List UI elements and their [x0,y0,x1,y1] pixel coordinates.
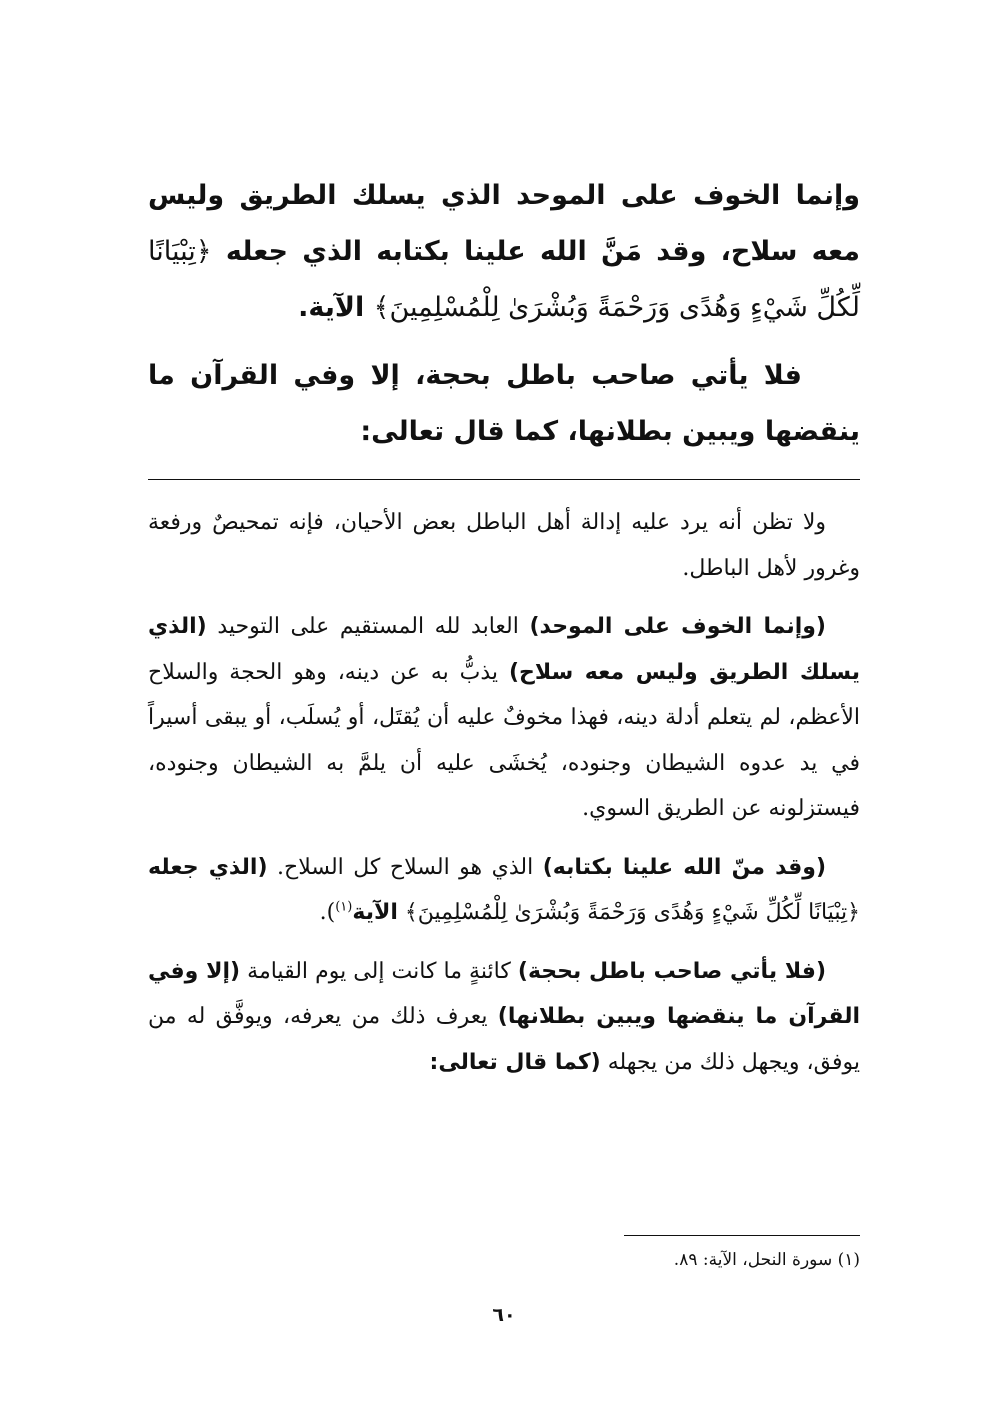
footnote-separator [624,1235,860,1236]
main-text [148,168,860,460]
quran-verse: ﴿تِبْيَانًا لِّكُلِّ شَيْءٍ وَهُدًى وَرَحْمَةً وَبُشْرَىٰ لِلْمُسْلِمِينَ﴾ [148,236,860,323]
quoted-matn: (إلا وفي القرآن ما ينقضها ويبين بطلانها) [148,958,860,1029]
commentary-segment: الذي هو السلاح كل السلاح. [267,854,543,880]
quoted-matn: (كما قال تعالى: [429,1049,601,1075]
section-divider [148,479,860,480]
footnote-marker: (١) [335,899,353,915]
page-number: ٦٠ [492,1304,516,1326]
commentary-segment: كائنةٍ ما كانت إلى يوم القيامة [240,958,518,984]
quoted-matn: (فلا يأتي صاحب باطل بحجة) [517,958,826,984]
commentary-segment: يذبُّ به عن دينه، وهو الحجة والسلاح الأعظم، لم يتعلم أدلة دينه، فهذا مخوفٌ عليه أن يُقتَل، أو يُسلَب، أو يبقى أسيراً في يد عدوه الشيطان وجنوده، يُخشَى عليه أن يلمَّ به الشيطان وجنوده، فيستزلونه عن الطريق السوي. [148,659,860,821]
commentary-segment: يعرف ذلك من يعرفه، ويوفَّق له من يوفق، ويجهل ذلك من يجهله [148,1004,860,1075]
commentary-segment: العابد لله المستقيم على التوحيد [206,614,530,639]
commentary [148,500,860,1085]
quoted-matn: (وقد منّ الله علينا بكتابه) [542,854,826,880]
commentary-paragraph [148,604,860,832]
quoted-matn: (الذي يسلك الطريق وليس معه سلاح) [148,614,860,685]
commentary-segment: ). [319,900,336,925]
quoted-matn: (وإنما الخوف على الموحد) [529,614,826,639]
quoted-matn: الآية [352,900,398,925]
commentary-paragraph: ولا تظن أنه يرد عليه إدالة أهل الباطل بعض الأحيان، فإنه تمحيصٌ ورفعة وغرور لأهل الباطل. [148,510,860,581]
quoted-matn: (الذي جعله [148,854,268,880]
footnote: (١) سورة النحل، الآية: ٨٩. [673,1250,860,1270]
main-paragraph: فلا يأتي صاحب باطل بحجة، إلا وفي القرآن ما ينقضها ويبين بطلانها، كما قال تعالى: [148,360,860,447]
main-text-segment: الآية. [298,292,374,323]
book-page [148,0,860,1417]
main-text-segment: وإنما الخوف على الموحد الذي يسلك الطريق وليس معه سلاح، وقد مَنَّ الله علينا بكتابه الذي جعله [148,180,860,267]
quran-verse: ﴿تِبْيَانًا لِّكُلِّ شَيْءٍ وَهُدًى وَرَحْمَةً وَبُشْرَىٰ لِلْمُسْلِمِينَ﴾ [397,900,860,925]
commentary-paragraph [148,949,860,1086]
main-paragraph [148,168,860,336]
commentary-paragraph [148,845,860,936]
